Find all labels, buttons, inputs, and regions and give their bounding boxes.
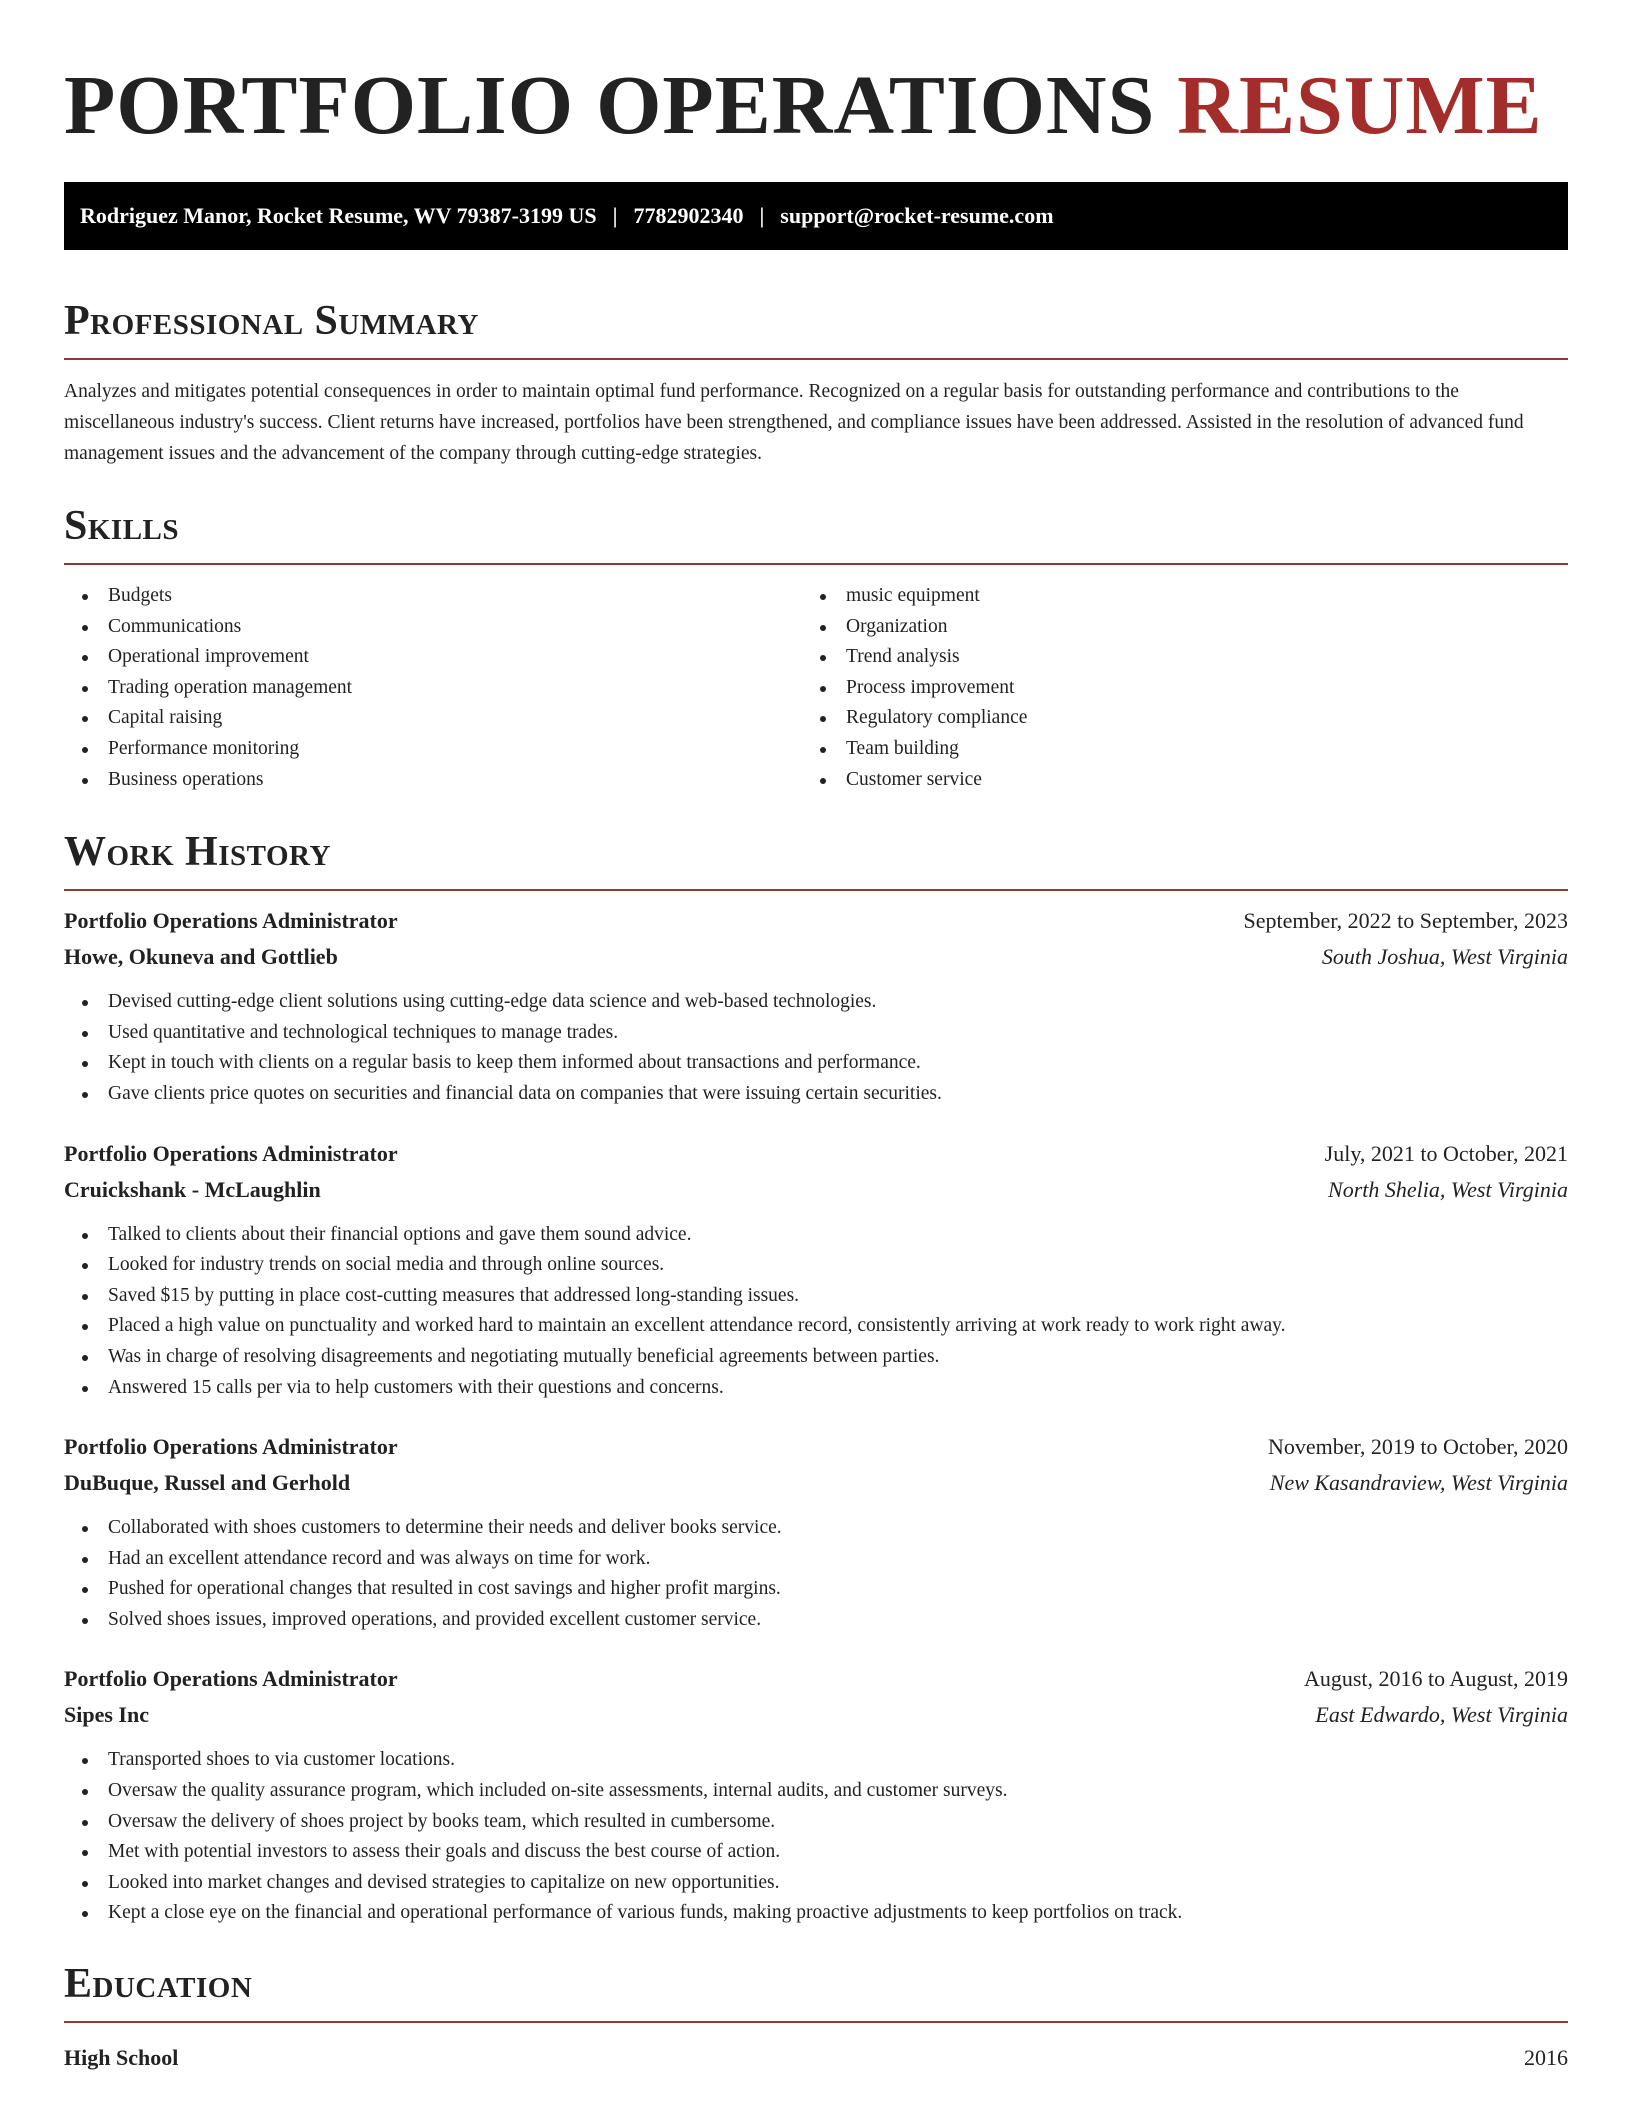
section-title-education: Education: [64, 1961, 253, 2008]
skill-item: Communications: [64, 612, 816, 643]
work-section: [64, 831, 1568, 1929]
job-bullet: Oversaw the delivery of shoes project by books team, which resulted in cumbersome.: [64, 1807, 1568, 1838]
job-company: Cruickshank - McLaughlin: [64, 1176, 321, 1202]
job-bullet: Saved $15 by putting in place cost-cutting measures that addressed long-standing issues.: [64, 1281, 1568, 1312]
job-bullet: Oversaw the quality assurance program, which included on-site assessments, internal audits, and customer surveys.: [64, 1776, 1568, 1807]
job-bullet: Looked into market changes and devised strategies to capitalize on new opportunities.: [64, 1868, 1568, 1899]
skill-item: Regulatory compliance: [816, 703, 1568, 734]
job-dates: November, 2019 to October, 2020: [1267, 1434, 1568, 1460]
section-divider: [64, 358, 1568, 360]
job-entry: [64, 1661, 1568, 1929]
title-main: PORTFOLIO OPERATIONS: [64, 59, 1178, 152]
job-bullet: Placed a high value on punctuality and worked hard to maintain an excellent attendance record, consistently arriving at work ready to work right away.: [64, 1311, 1568, 1342]
job-bullet: Solved shoes issues, improved operations, and provided excellent customer service.: [64, 1605, 1568, 1636]
education-year: 2016: [1524, 2045, 1568, 2071]
job-company: Sipes Inc: [64, 1702, 149, 1728]
skill-item: Performance monitoring: [64, 734, 816, 765]
education-list: [64, 2043, 1568, 2073]
job-company: DuBuque, Russel and Gerhold: [64, 1470, 351, 1496]
job-bullet: Transported shoes to via customer locations.: [64, 1745, 1568, 1776]
job-company-row: [64, 939, 1568, 975]
section-divider: [64, 563, 1568, 565]
job-location: North Shelia, West Virginia: [1328, 1176, 1568, 1202]
job-bullets: [64, 1745, 1568, 1929]
skill-item: Budgets: [64, 581, 816, 612]
skill-item: music equipment: [816, 581, 1568, 612]
section-title-work: Work History: [64, 829, 331, 876]
skills-columns: [64, 581, 1568, 795]
job-entry: [64, 903, 1568, 1109]
skill-item: Team building: [816, 734, 1568, 765]
skill-item: Trend analysis: [816, 642, 1568, 673]
contact-separator: |: [612, 203, 618, 228]
job-company: Howe, Okuneva and Gottlieb: [64, 944, 338, 970]
job-location: New Kasandraview, West Virginia: [1269, 1470, 1568, 1496]
skills-list-left: [64, 581, 816, 795]
job-bullet: Kept in touch with clients on a regular basis to keep them informed about transactions and performance.: [64, 1048, 1568, 1079]
job-bullet: Collaborated with shoes customers to determine their needs and deliver books service.: [64, 1513, 1568, 1544]
job-bullet: Used quantitative and technological techniques to manage trades.: [64, 1018, 1568, 1049]
skill-item: Capital raising: [64, 703, 816, 734]
contact-email[interactable]: support@rocket-resume.com: [780, 203, 1054, 228]
job-dates: August, 2016 to August, 2019: [1303, 1666, 1568, 1692]
job-header-row: [64, 1429, 1568, 1465]
job-location: South Joshua, West Virginia: [1321, 944, 1568, 970]
contact-address: Rodriguez Manor, Rocket Resume, WV 79387-3199 US: [80, 203, 597, 228]
summary-section: [64, 300, 1568, 469]
job-bullets: [64, 1220, 1568, 1404]
job-header-row: [64, 1136, 1568, 1172]
education-name: High School: [64, 2045, 179, 2071]
job-company-row: [64, 1697, 1568, 1733]
skill-item: Business operations: [64, 765, 816, 796]
contact-separator: |: [759, 203, 765, 228]
job-bullet: Talked to clients about their financial options and gave them sound advice.: [64, 1220, 1568, 1251]
job-dates: September, 2022 to September, 2023: [1243, 908, 1568, 934]
contact-phone: 7782902340: [633, 203, 744, 228]
skill-item: Operational improvement: [64, 642, 816, 673]
job-company-row: [64, 1465, 1568, 1501]
job-bullet: Had an excellent attendance record and was always on time for work.: [64, 1544, 1568, 1575]
job-bullet: Devised cutting-edge client solutions using cutting-edge data science and web-based technologies.: [64, 987, 1568, 1018]
title-accent: RESUME: [1177, 59, 1543, 152]
skill-item: Customer service: [816, 765, 1568, 796]
job-title: Portfolio Operations Administrator: [64, 908, 398, 934]
job-location: East Edwardo, West Virginia: [1315, 1702, 1568, 1728]
job-entry: [64, 1136, 1568, 1404]
job-title: Portfolio Operations Administrator: [64, 1434, 398, 1460]
section-title-summary: Professional Summary: [64, 298, 479, 344]
summary-text: Analyzes and mitigates potential consequences in order to maintain optimal fund performance. Recognized on a regular basis for outstanding performance and contributions to the miscellaneous industry's success. Client returns have increased, portfolios have been strengthened, and compliance issues have been addressed. Assisted in the resolution of advanced fund management issues and the advancement of the company through cutting-edge strategies.: [64, 381, 1524, 464]
education-section: [64, 1963, 1568, 2073]
job-list: [64, 903, 1568, 1929]
job-title: Portfolio Operations Administrator: [64, 1666, 398, 1692]
job-dates: July, 2021 to October, 2021: [1324, 1140, 1568, 1166]
skill-item: Process improvement: [816, 673, 1568, 704]
skill-item: Trading operation management: [64, 673, 816, 704]
job-bullet: Pushed for operational changes that resulted in cost savings and higher profit margins.: [64, 1574, 1568, 1605]
job-entry: [64, 1429, 1568, 1635]
job-bullet: Met with potential investors to assess their goals and discuss the best course of action.: [64, 1837, 1568, 1868]
job-header-row: [64, 1661, 1568, 1697]
job-bullets: [64, 987, 1568, 1109]
job-title: Portfolio Operations Administrator: [64, 1140, 398, 1166]
job-company-row: [64, 1172, 1568, 1208]
skills-list-right: [816, 581, 1568, 795]
job-bullet: Kept a close eye on the financial and operational performance of various funds, making proactive adjustments to keep portfolios on track.: [64, 1898, 1568, 1929]
skill-item: Organization: [816, 612, 1568, 643]
section-title-skills: Skills: [64, 503, 180, 549]
skills-section: [64, 505, 1568, 795]
job-header-row: [64, 903, 1568, 939]
education-entry: [64, 2043, 1568, 2073]
contact-bar: [64, 182, 1568, 250]
job-bullet: Gave clients price quotes on securities and financial data on companies that were issuing certain securities.: [64, 1079, 1568, 1110]
job-bullet: Was in charge of resolving disagreements and negotiating mutually beneficial agreements between parties.: [64, 1342, 1568, 1373]
section-divider: [64, 889, 1568, 891]
resume-title: [64, 59, 1568, 152]
job-bullet: Answered 15 calls per via to help customers with their questions and concerns.: [64, 1373, 1568, 1404]
section-divider: [64, 2021, 1568, 2023]
job-bullet: Looked for industry trends on social media and through online sources.: [64, 1250, 1568, 1281]
job-bullets: [64, 1513, 1568, 1635]
